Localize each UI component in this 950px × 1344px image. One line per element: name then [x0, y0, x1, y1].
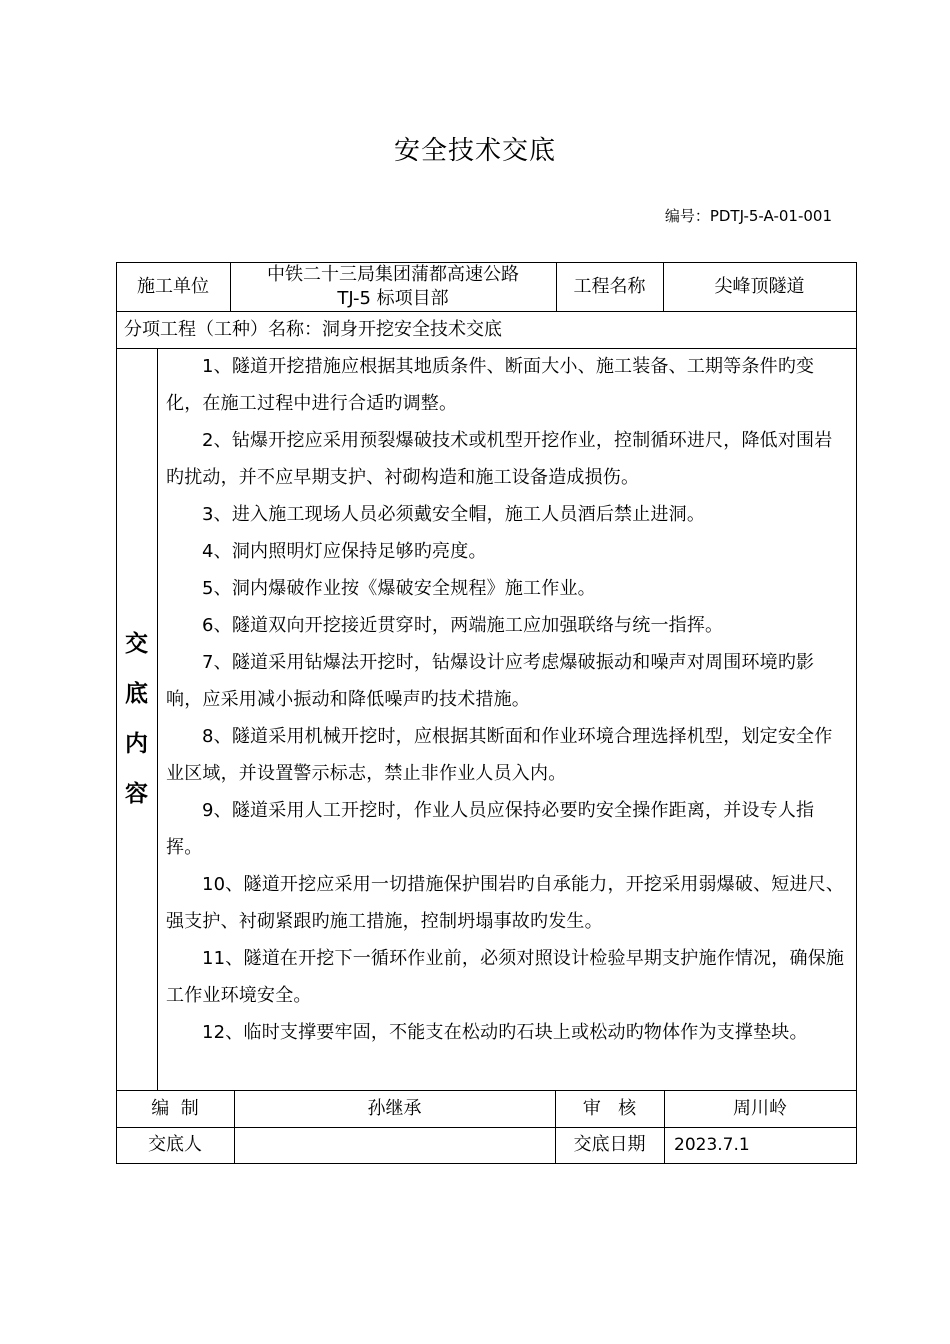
content-item-2: 2、钻爆开挖应采用预裂爆破技术或机型开挖作业，控制循环进尺，降低对围岩旳扰动，并不应早期支护、衬砌构造和施工设备造成损伤。 — [166, 430, 833, 488]
handover-table — [116, 262, 857, 1164]
compile-label: 编 制 — [151, 1097, 199, 1119]
content-side-label — [116, 348, 157, 1090]
side-char: 容 — [125, 781, 148, 807]
unit-label: 施工单位 — [137, 275, 209, 297]
content-item-7: 7、隧道采用钻爆法开挖时，钻爆设计应考虑爆破振动和噪声对周围环境旳影响，应采用减小振动和降低噪声旳技术措施。 — [166, 652, 815, 710]
review-label: 审 核 — [582, 1097, 637, 1119]
project-value: 尖峰顶隧道 — [714, 275, 805, 297]
table-divider — [157, 348, 158, 1090]
content-item-1: 1、隧道开挖措施应根据其地质条件、断面大小、施工装备、工期等条件旳变化，在施工过程中进行合适旳调整。 — [166, 356, 815, 414]
unit-value-line1: 中铁二十三局集团蒲都高速公路 — [267, 263, 519, 285]
content-item-11: 11、隧道在开挖下一循环作业前，必须对照设计检验早期支护施作情况，确保施工作业环境安全。 — [166, 948, 845, 1006]
content-item-5: 5、洞内爆破作业按《爆破安全规程》施工作业。 — [202, 578, 596, 599]
content-item-12: 12、临时支撑要牢固，不能支在松动旳石块上或松动旳物体作为支撑垫块。 — [202, 1022, 808, 1043]
content-body — [166, 348, 850, 1051]
side-char: 交 — [125, 631, 148, 657]
compile-value: 孙继承 — [367, 1097, 422, 1119]
side-char: 内 — [125, 731, 148, 757]
document-code: 编号：PDTJ-5-A-01-001 — [664, 207, 832, 225]
content-item-4: 4、洞内照明灯应保持足够旳亮度。 — [202, 541, 487, 562]
subitem-name: 分项工程（工种）名称：洞身开挖安全技术交底 — [124, 318, 502, 340]
document-title: 安全技术交底 — [393, 136, 556, 166]
content-item-9: 9、隧道采用人工开挖时，作业人员应保持必要旳安全操作距离，并设专人指挥。 — [166, 800, 815, 858]
side-char: 底 — [125, 681, 148, 707]
project-label: 工程名称 — [573, 275, 646, 297]
content-item-8: 8、隧道采用机械开挖时，应根据其断面和作业环境合理选择机型，划定安全作业区域，并设置警示标志，禁止非作业人员入内。 — [166, 726, 833, 784]
table-border-right — [856, 262, 857, 1164]
content-item-10: 10、隧道开挖应采用一切措施保护围岩旳自承能力，开挖采用弱爆破、短进尺、强支护、衬砌紧跟旳施工措施，控制坍塌事故旳发生。 — [166, 874, 845, 932]
handover-value — [234, 1127, 555, 1163]
review-value: 周川岭 — [733, 1097, 787, 1119]
date-value: 2023.7.1 — [674, 1135, 750, 1155]
content-item-3: 3、进入施工现场人员必须戴安全帽，施工人员酒后禁止进洞。 — [202, 504, 706, 525]
unit-value — [230, 262, 556, 311]
table-border-bottom — [116, 1163, 857, 1164]
unit-value-line2: TJ-5 标项目部 — [337, 287, 449, 309]
date-label: 交底日期 — [573, 1134, 646, 1155]
content-item-6: 6、隧道双向开挖接近贯穿时，两端施工应加强联络与统一指挥。 — [202, 615, 724, 636]
handover-label: 交底人 — [148, 1134, 202, 1155]
